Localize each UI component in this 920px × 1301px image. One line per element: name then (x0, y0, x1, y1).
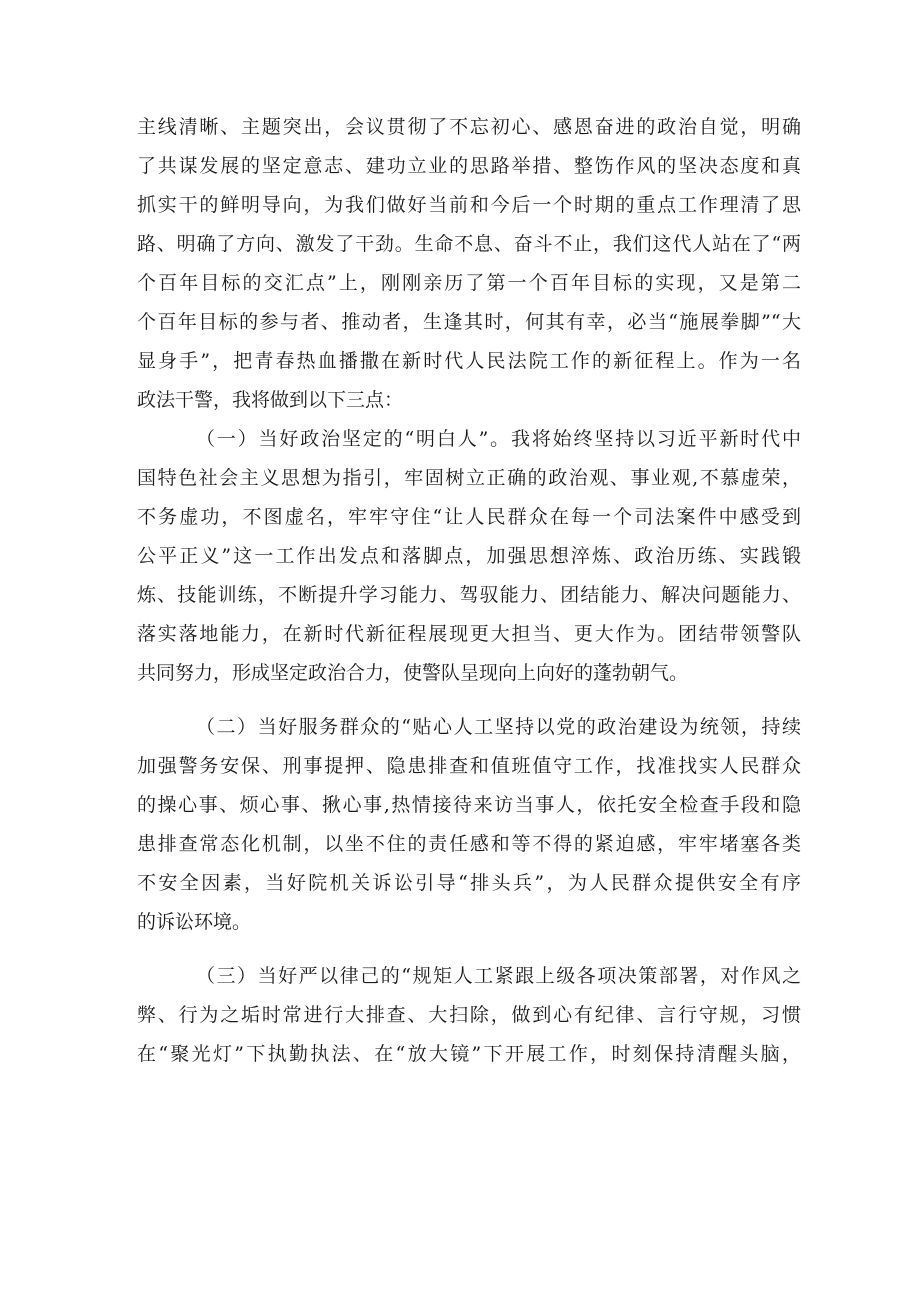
text-line: 国特色社会主义思想为指引，牢固树立正确的政治观、事业观,不慕虚荣， (137, 467, 801, 489)
paragraph-intro (137, 108, 801, 420)
text-line: 加强警务安保、刑事提押、隐患排查和值班值守工作，找准找实人民群众 (137, 755, 801, 777)
text-line: 公平正义”这一工作出发点和落脚点，加强思想淬炼、政治历练、实践锻 (137, 545, 801, 567)
text-line: 了共谋发展的坚定意志、建功立业的思路举措、整饬作风的坚决态度和真 (137, 155, 801, 177)
text-line: 患排查常态化机制，以坐不住的责任感和等不得的紧迫感，牢牢堵塞各类 (137, 833, 801, 855)
paragraph-gap (137, 693, 801, 708)
text-line: 的诉讼环境。 (137, 911, 252, 933)
paragraph-gap (137, 942, 801, 957)
document-body (137, 108, 801, 1074)
text-line: 在“聚光灯”下执勤执法、在“放大镜”下开展工作，时刻保持清醒头脑， (137, 1043, 801, 1065)
text-line: 落实落地能力，在新时代新征程展现更大担当、更大作为。团结带领警队 (137, 623, 801, 645)
text-line: （二）当好服务群众的“贴心人工坚持以党的政治建设为统领，持续 (196, 716, 801, 738)
text-line: 政法干警，我将做到以下三点： (137, 389, 404, 411)
text-line: 共同努力，形成坚定政治合力，使警队呈现向上向好的蓬勃朝气。 (137, 662, 689, 684)
paragraph-one (137, 420, 801, 693)
text-line: 炼、技能训练，不断提升学习能力、驾驭能力、团结能力、解决问题能力、 (137, 584, 801, 606)
text-line: 弊、行为之垢时常进行大排查、大扫除，做到心有纪律、言行守规，习惯 (137, 1004, 801, 1026)
text-line: 抓实干的鲜明导向，为我们做好当前和今后一个时期的重点工作理清了思 (137, 194, 801, 216)
text-line: （一）当好政治坚定的“明白人”。我将始终坚持以习近平新时代中 (196, 428, 801, 450)
text-line: 不安全因素，当好院机关诉讼引导“排头兵”，为人民群众提供安全有序 (137, 872, 801, 894)
paragraph-three (137, 957, 801, 1074)
text-line: 路、明确了方向、激发了干劲。生命不息、奋斗不止，我们这代人站在了“两 (137, 233, 801, 255)
text-line: 个百年目标的参与者、推动者，生逢其时，何其有幸，必当“施展拳脚”“大 (137, 311, 801, 333)
text-line: 显身手”，把青春热血播撒在新时代人民法院工作的新征程上。作为一名 (137, 350, 801, 372)
text-line: 不务虚功，不图虚名，牢牢守住“让人民群众在每一个司法案件中感受到 (137, 506, 801, 528)
text-line: （三）当好严以律己的“规矩人工紧跟上级各项决策部署，对作风之 (196, 965, 801, 987)
text-line: 主线清晰、主题突出，会议贯彻了不忘初心、感恩奋进的政治自觉，明确 (137, 116, 801, 138)
text-line: 个百年目标的交汇点”上，刚刚亲历了第一个百年目标的实现，又是第二 (137, 272, 801, 294)
paragraph-two (137, 708, 801, 942)
text-line: 的操心事、烦心事、揪心事,热情接待来访当事人，依托安全检查手段和隐 (137, 794, 801, 816)
